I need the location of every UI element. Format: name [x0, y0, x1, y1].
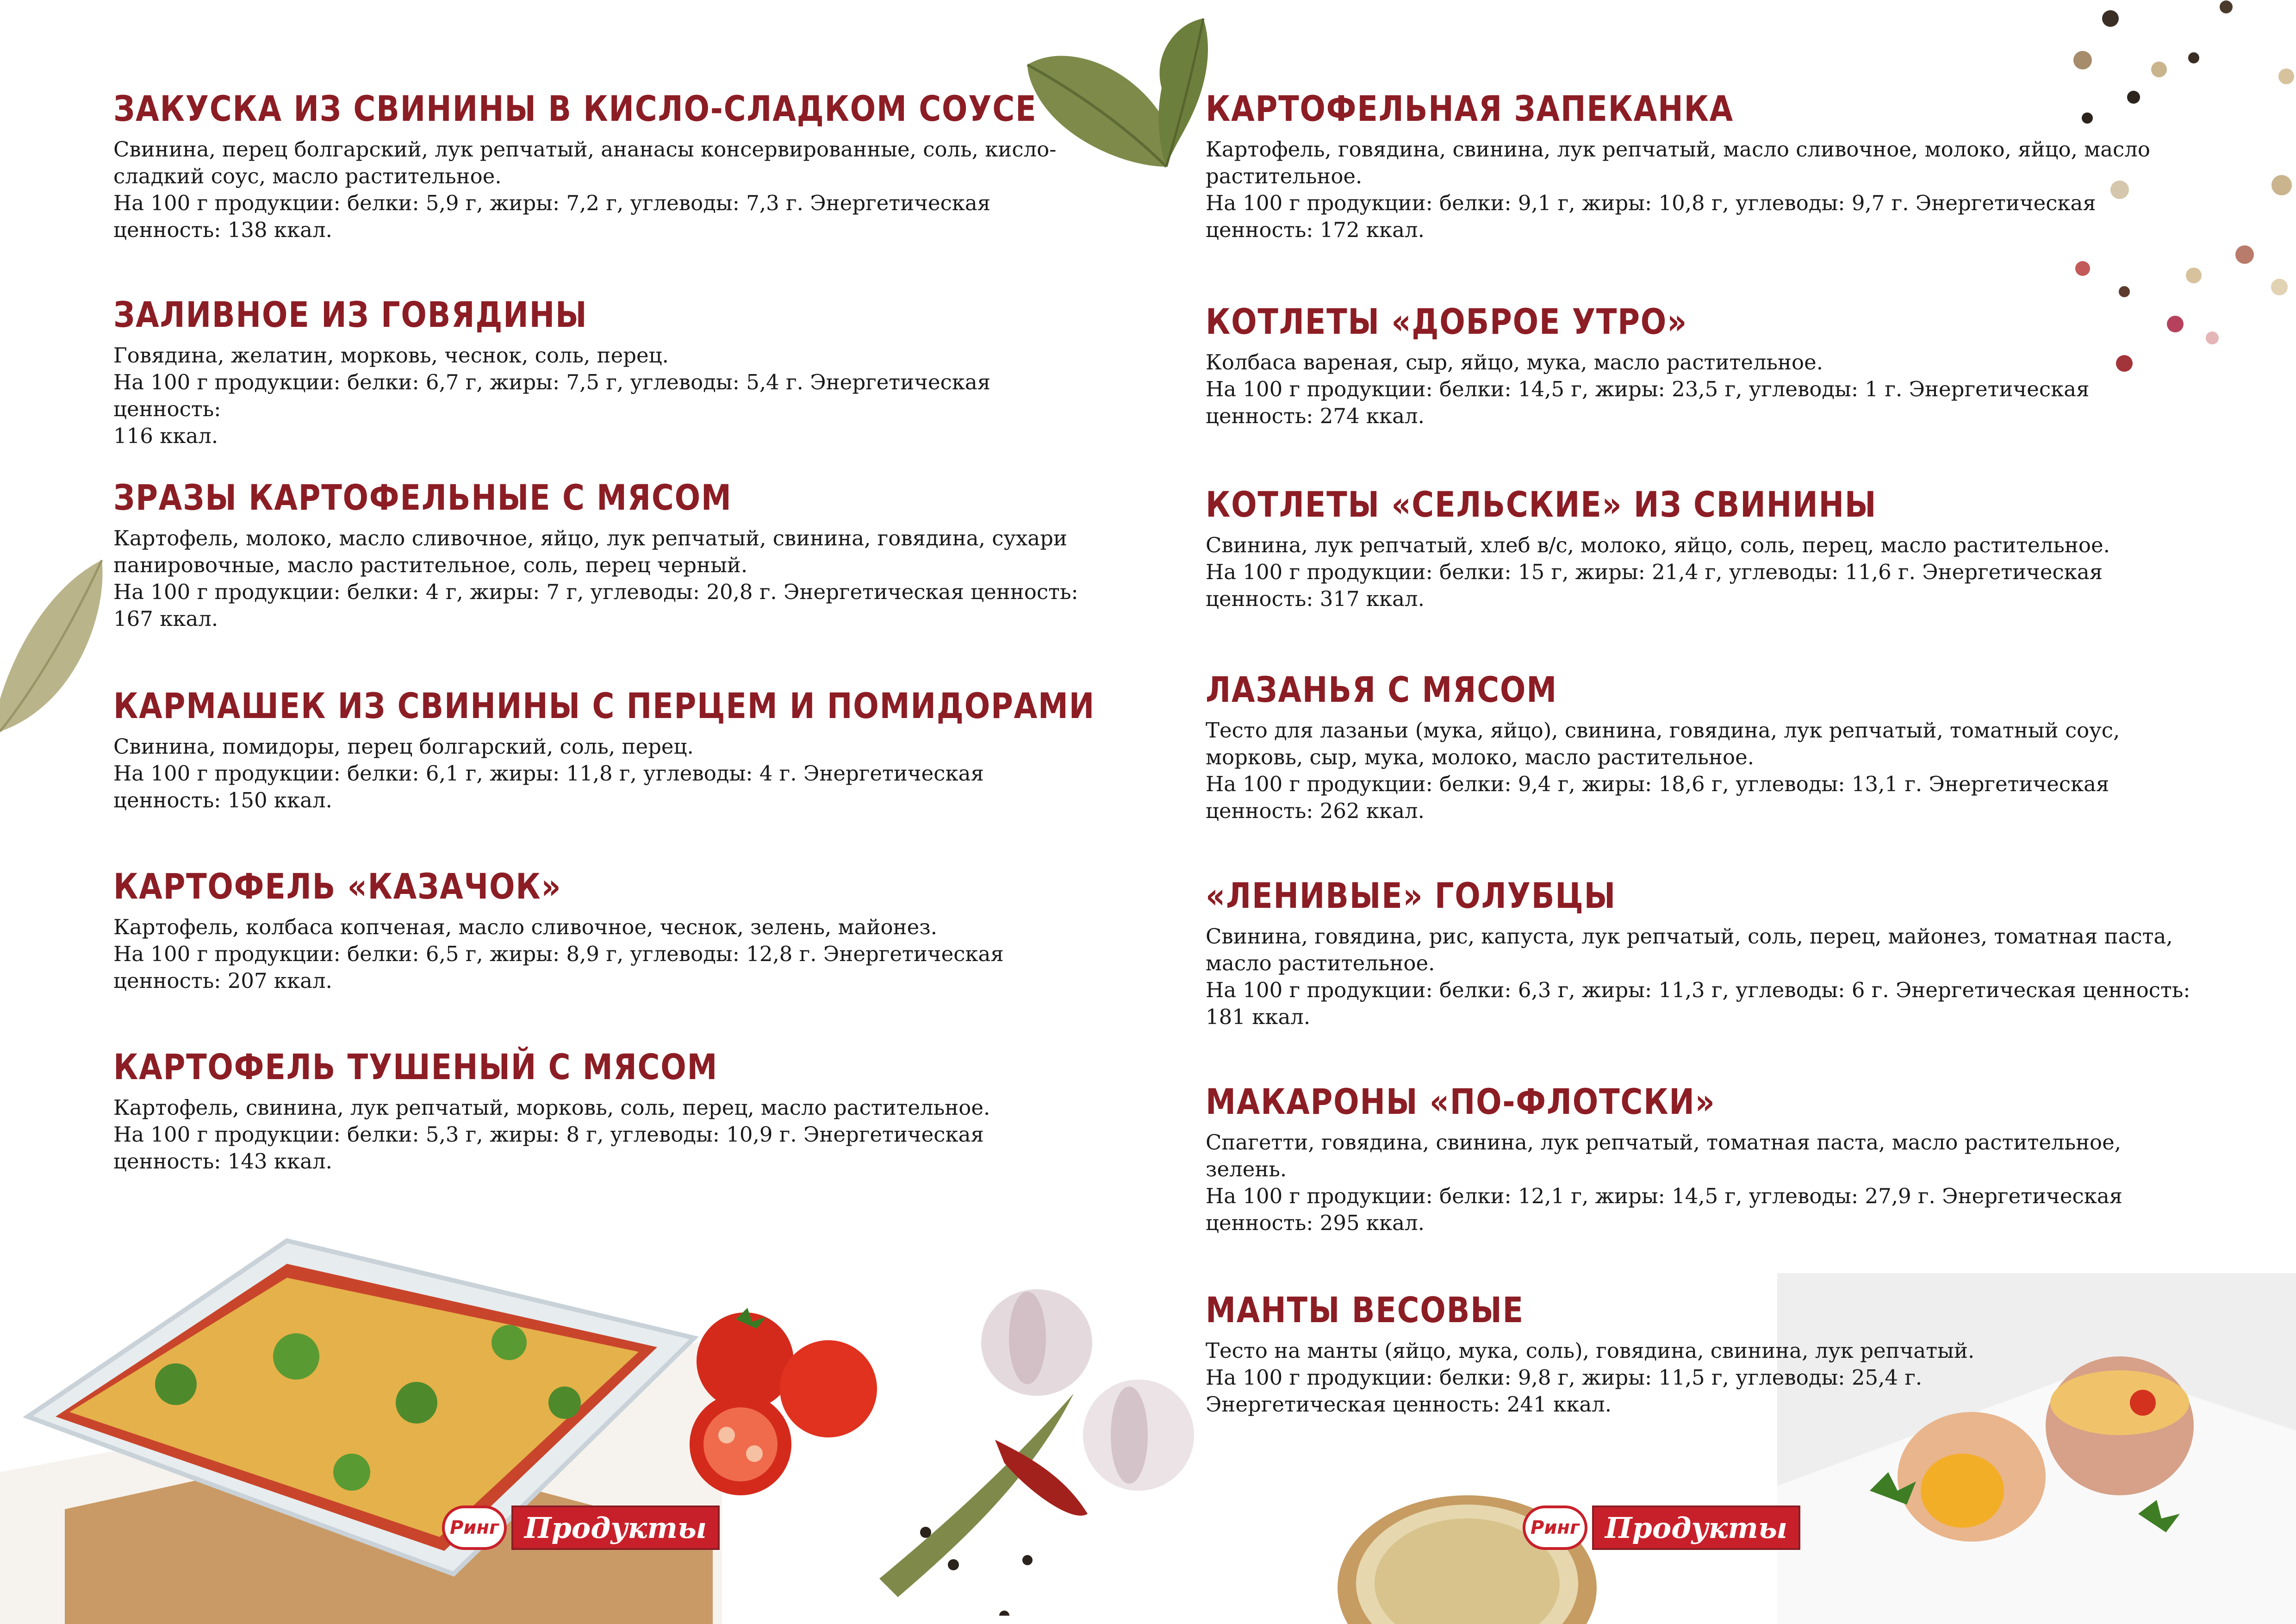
recipe-pork-sweet-sour — [113, 88, 1104, 244]
recipe-good-morning-cutlets — [1206, 301, 2196, 430]
recipe-potato-casserole — [1206, 88, 2196, 244]
brand-logo-right — [1523, 1502, 1805, 1553]
ring-logo-badge: Ринг — [1523, 1505, 1587, 1550]
recipe-country-pork-cutlets — [1206, 484, 2196, 612]
recipe-line: На 100 г продукции: белки: 5,3 г, жиры: 8 г, углеводы: 10,9 г. Энергетическая — [113, 1122, 984, 1147]
recipe-meat-lasagna — [1206, 669, 2196, 824]
brand-logo-left — [442, 1502, 724, 1553]
produkty-logo-plate: Продукты — [1592, 1505, 1800, 1550]
recipe-beef-aspic — [113, 294, 1104, 450]
recipe-title: МАКАРОНЫ «ПО-ФЛОТСКИ» — [1206, 1081, 1716, 1122]
recipe-line: морковь, сыр, мука, молоко, масло растительное. — [1206, 745, 1755, 769]
recipe-line: Картофель, молоко, масло сливочное, яйцо, лук репчатый, свинина, говядина, сухари — [113, 526, 1067, 550]
recipe-title: ЗАКУСКА ИЗ СВИНИНЫ В КИСЛО-СЛАДКОМ СОУСЕ — [113, 88, 1037, 129]
recipe-description — [113, 342, 1104, 450]
recipe-title: ЗАЛИВНОЕ ИЗ ГОВЯДИНЫ — [113, 294, 588, 335]
recipe-line: Энергетическая ценность: 241 ккал. — [1206, 1392, 1612, 1417]
recipe-line: Свинина, перец болгарский, лук репчатый, ананасы консервированные, соль, кисло- — [113, 137, 1057, 162]
ring-logo-badge: Ринг — [442, 1505, 507, 1550]
recipe-title: КОТЛЕТЫ «ДОБРОЕ УТРО» — [1206, 301, 1688, 342]
recipe-line: На 100 г продукции: белки: 4 г, жиры: 7 г, углеводы: 20,8 г. Энергетическая ценность: — [113, 580, 1078, 604]
recipe-description — [1206, 349, 2196, 430]
recipe-line: На 100 г продукции: белки: 9,8 г, жиры: 11,5 г, углеводы: 25,4 г. — [1206, 1365, 1923, 1390]
recipe-line: На 100 г продукции: белки: 9,1 г, жиры: 10,8 г, углеводы: 9,7 г. Энергетическая — [1206, 191, 2096, 215]
recipe-title: КАРТОФЕЛЬ «КАЗАЧОК» — [113, 866, 562, 907]
recipe-line: ценность: 143 ккал. — [113, 1149, 332, 1174]
recipe-description — [113, 1094, 1104, 1175]
recipe-line: сладкий соус, масло растительное. — [113, 164, 502, 188]
recipe-potato-zrazy — [113, 477, 1104, 632]
recipe-line: ценность: 274 ккал. — [1206, 404, 1425, 428]
recipe-line: На 100 г продукции: белки: 5,9 г, жиры: 7,2 г, углеводы: 7,3 г. Энергетическая — [113, 191, 991, 215]
recipe-line: ценность: 138 ккал. — [113, 218, 332, 242]
tomatoes-image — [666, 1305, 879, 1500]
recipe-line: Свинина, лук репчатый, хлеб в/с, молоко, яйцо, соль, перец, масло растительное. — [1206, 533, 2110, 557]
recipe-line: зелень. — [1206, 1157, 1287, 1181]
recipe-description — [1206, 1337, 2196, 1418]
recipe-line: Картофель, говядина, свинина, лук репчатый, масло сливочное, молоко, яйцо, масло — [1206, 137, 2150, 162]
recipe-line: Картофель, свинина, лук репчатый, морковь, соль, перец, масло растительное. — [113, 1095, 990, 1120]
recipe-line: На 100 г продукции: белки: 12,1 г, жиры: 14,5 г, углеводы: 27,9 г. Энергетическая — [1206, 1184, 2123, 1208]
recipe-title: «ЛЕНИВЫЕ» ГОЛУБЦЫ — [1206, 875, 1617, 916]
recipe-line: 167 ккал. — [113, 606, 218, 631]
recipe-description — [1206, 923, 2196, 1031]
recipe-line: ценность: 172 ккал. — [1206, 218, 1425, 242]
recipe-line: На 100 г продукции: белки: 6,7 г, жиры: 7,5 г, углеводы: 5,4 г. Энергетическая ценность: — [113, 370, 991, 421]
recipe-line: На 100 г продукции: белки: 14,5 г, жиры: 23,5 г, углеводы: 1 г. Энергетическая — [1206, 377, 2090, 401]
recipe-line: Тесто для лазаньи (мука, яйцо), свинина, говядина, лук репчатый, томатный соус, — [1206, 718, 2120, 743]
recipe-description — [113, 733, 1104, 814]
recipe-title: ЗРАЗЫ КАРТОФЕЛЬНЫЕ С МЯСОМ — [113, 477, 732, 518]
recipe-line: На 100 г продукции: белки: 9,4 г, жиры: 18,6 г, углеводы: 13,1 г. Энергетическая — [1206, 772, 2109, 796]
recipe-line: масло растительное. — [1206, 951, 1435, 975]
recipe-title: КОТЛЕТЫ «СЕЛЬСКИЕ» ИЗ СВИНИНЫ — [1206, 484, 1877, 525]
recipe-navy-pasta — [1206, 1081, 2196, 1237]
recipe-line: 181 ккал. — [1206, 1005, 1311, 1029]
recipe-line: На 100 г продукции: белки: 6,5 г, жиры: 8,9 г, углеводы: 12,8 г. Энергетическая — [113, 942, 1004, 966]
recipe-pork-pocket — [113, 685, 1104, 814]
recipe-description — [1206, 1129, 2196, 1237]
recipe-stewed-potato — [113, 1046, 1104, 1175]
garlic-chilli-image — [879, 1282, 1222, 1616]
recipe-line: Свинина, говядина, рис, капуста, лук репчатый, соль, перец, майонез, томатная паста, — [1206, 924, 2173, 949]
recipe-potato-kazachok — [113, 866, 1104, 994]
recipe-line: Спагетти, говядина, свинина, лук репчатый, томатная паста, масло растительное, — [1206, 1130, 2122, 1155]
recipe-line: растительное. — [1206, 164, 1363, 188]
recipe-line: На 100 г продукции: белки: 6,1 г, жиры: 11,8 г, углеводы: 4 г. Энергетическая — [113, 761, 984, 786]
recipe-line: На 100 г продукции: белки: 6,3 г, жиры: 11,3 г, углеводы: 6 г. Энергетическая ценность: — [1206, 978, 2190, 1002]
recipe-line: Тесто на манты (яйцо, мука, соль), говядина, свинина, лук репчатый. — [1206, 1338, 1975, 1363]
recipe-line: Свинина, помидоры, перец болгарский, соль, перец. — [113, 734, 694, 759]
recipe-title: КАРМАШЕК ИЗ СВИНИНЫ С ПЕРЦЕМ И ПОМИДОРАМИ — [113, 685, 1095, 726]
recipe-line: ценность: 295 ккал. — [1206, 1211, 1425, 1235]
recipe-description — [1206, 532, 2196, 612]
recipe-line: ценность: 317 ккал. — [1206, 587, 1425, 611]
recipe-title: МАНТЫ ВЕСОВЫЕ — [1206, 1289, 1524, 1330]
recipe-line: панировочные, масло растительное, соль, перец черный. — [113, 553, 748, 577]
lasagna-dish-image — [0, 1185, 722, 1624]
recipe-lazy-cabbage-rolls — [1206, 875, 2196, 1031]
recipe-line: 116 ккал. — [113, 424, 218, 448]
recipe-description — [1206, 136, 2196, 244]
recipe-title: ЛАЗАНЬЯ С МЯСОМ — [1206, 669, 1557, 710]
recipe-description — [1206, 717, 2196, 824]
produkty-logo-plate: Продукты — [511, 1505, 720, 1550]
recipe-line: ценность: 262 ккал. — [1206, 799, 1425, 823]
recipe-description — [113, 914, 1104, 994]
bay-leaf-left-image — [0, 546, 106, 741]
recipe-line: Говядина, желатин, морковь, чеснок, соль, перец. — [113, 343, 669, 368]
recipe-description — [113, 136, 1104, 244]
recipe-title: КАРТОФЕЛЬ ТУШЕНЫЙ С МЯСОМ — [113, 1046, 718, 1087]
recipe-line: Колбаса вареная, сыр, яйцо, мука, масло растительное. — [1206, 350, 1823, 375]
recipe-line: ценность: 207 ккал. — [113, 968, 332, 993]
recipe-line: На 100 г продукции: белки: 15 г, жиры: 21,4 г, углеводы: 11,6 г. Энергетическая — [1206, 560, 2103, 584]
recipe-title: КАРТОФЕЛЬНАЯ ЗАПЕКАНКА — [1206, 88, 1734, 129]
recipe-line: ценность: 150 ккал. — [113, 788, 332, 812]
recipe-line: Картофель, колбаса копченая, масло сливочное, чеснок, зелень, майонез. — [113, 915, 938, 939]
recipe-manty-by-weight — [1206, 1289, 2196, 1418]
recipe-description — [113, 525, 1104, 632]
